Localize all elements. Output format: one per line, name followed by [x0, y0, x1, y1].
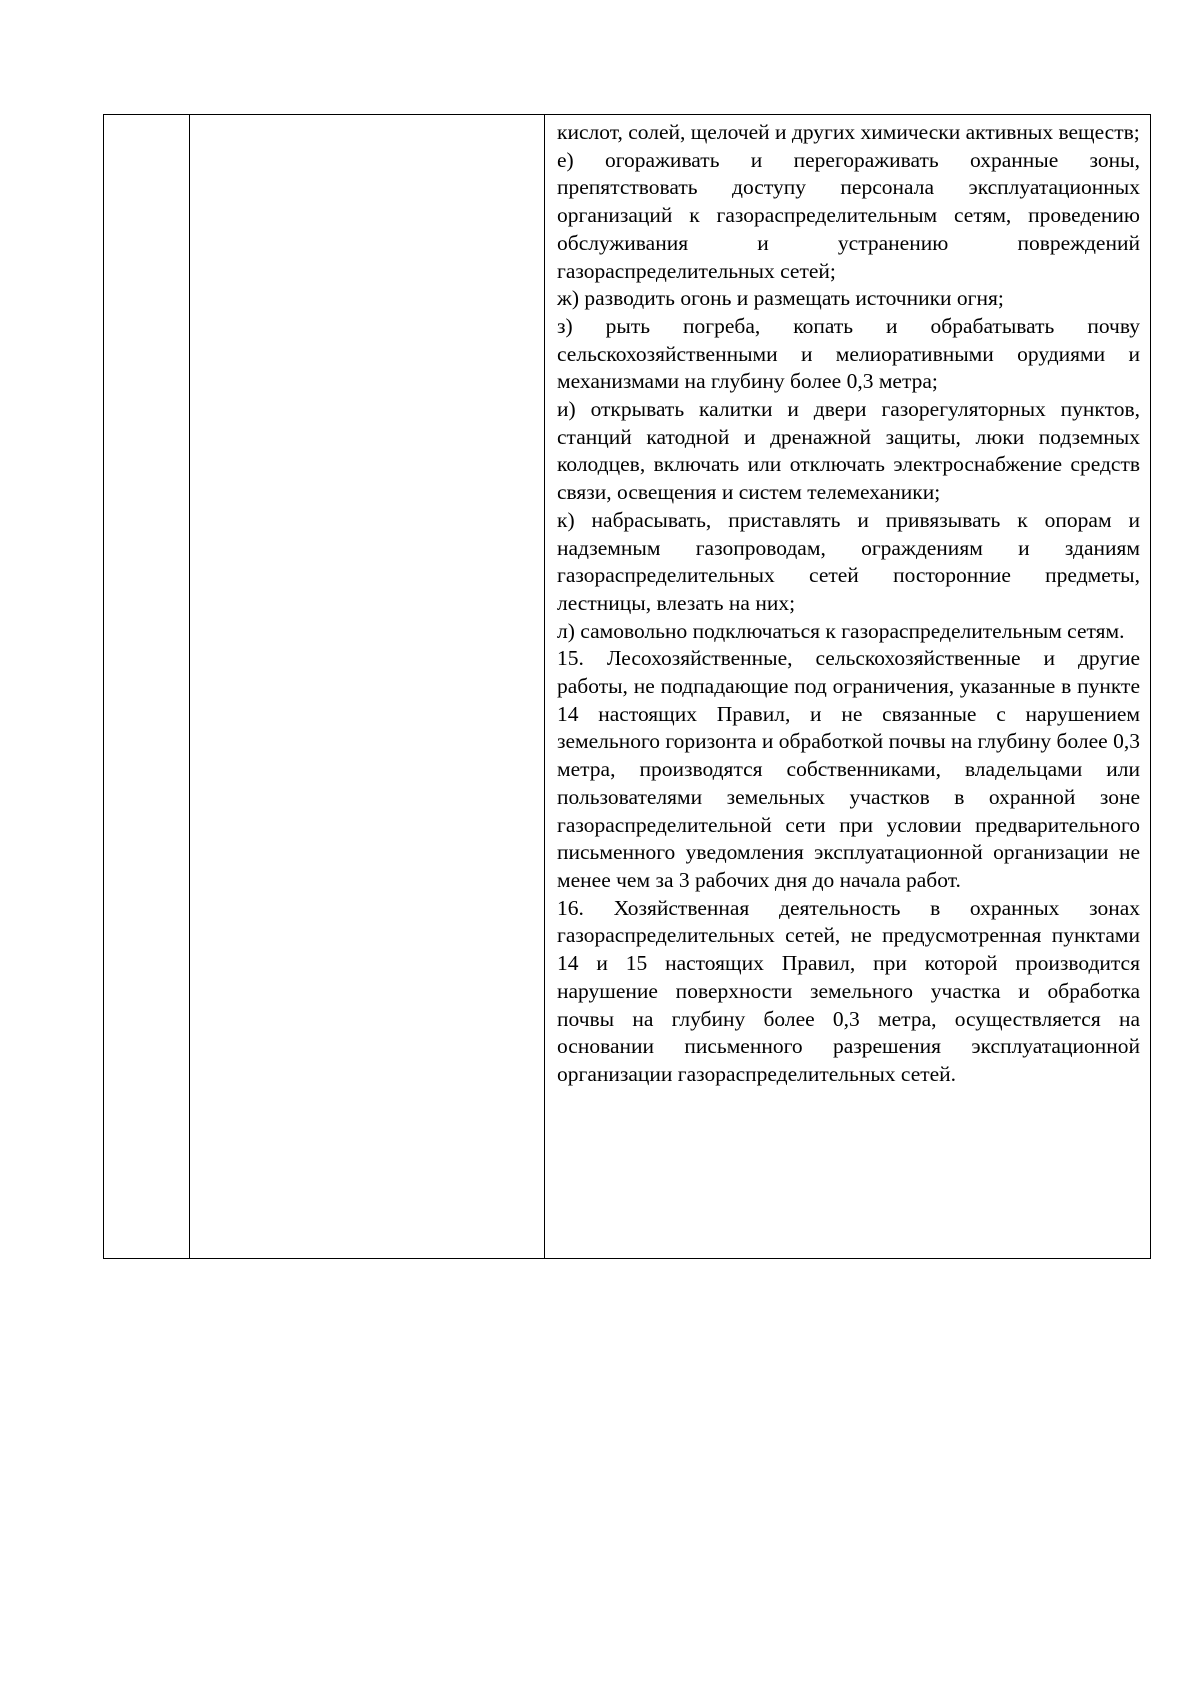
table-cell-title: [190, 115, 545, 1258]
paragraph-clause-15: 15. Лесохозяйственные, сельскохозяйственные и другие работы, не подпадающие под ограничения, указанные в пункте 14 настоящих Правил, и не связанные с нарушением земельного горизонта и обработкой почвы на глубину более 0,3 метра, производятся собственниками, владельцами или пользователями земельных участков в охранной зоне газораспределительной сети при условии предварительного письменного уведомления эксплуатационной организации не менее чем за 3 рабочих дня до начала работ.: [557, 646, 1140, 892]
paragraph-item-l: л) самовольно подключаться к газораспределительным сетям.: [557, 618, 1125, 643]
table-cell-number: [104, 115, 190, 1258]
paragraph-item-zh: ж) разводить огонь и размещать источники огня;: [557, 286, 1004, 311]
paragraph-item-e: е) огораживать и перегораживать охранные зоны, препятствовать доступу персонала эксплуатационных организаций к газораспределительным сетям, проведению обслуживания и устранению повреждений газораспределительных сетей;: [557, 147, 1140, 283]
paragraph-continuation: кислот, солей, щелочей и других химически активных веществ;: [557, 120, 1140, 144]
paragraph-clause-16: 16. Хозяйственная деятельность в охранных зонах газораспределительных сетей, не предусмотренная пунктами 14 и 15 настоящих Правил, при которой производится нарушение поверхности земельного участка и обработка почвы на глубину более 0,3 метра, осуществляется на основании письменного разрешения эксплуатационной организации газораспределительных сетей.: [557, 895, 1140, 1086]
document-table: [103, 114, 1151, 1259]
table-cell-content: [545, 115, 1150, 1258]
paragraph-item-k: к) набрасывать, приставлять и привязывать к опорам и надземным газопроводам, ограждениям и зданиям газораспределительных сетей посторонние предметы, лестницы, влезать на них;: [557, 507, 1140, 615]
paragraph-item-z: з) рыть погреба, копать и обрабатывать почву сельскохозяйственными и мелиоративными орудиями и механизмами на глубину более 0,3 метра;: [557, 313, 1140, 394]
paragraph-item-i: и) открывать калитки и двери газорегуляторных пунктов, станций катодной и дренажной защиты, люки подземных колодцев, включать или отключать электроснабжение средств связи, освещения и систем телемеханики;: [557, 397, 1140, 505]
